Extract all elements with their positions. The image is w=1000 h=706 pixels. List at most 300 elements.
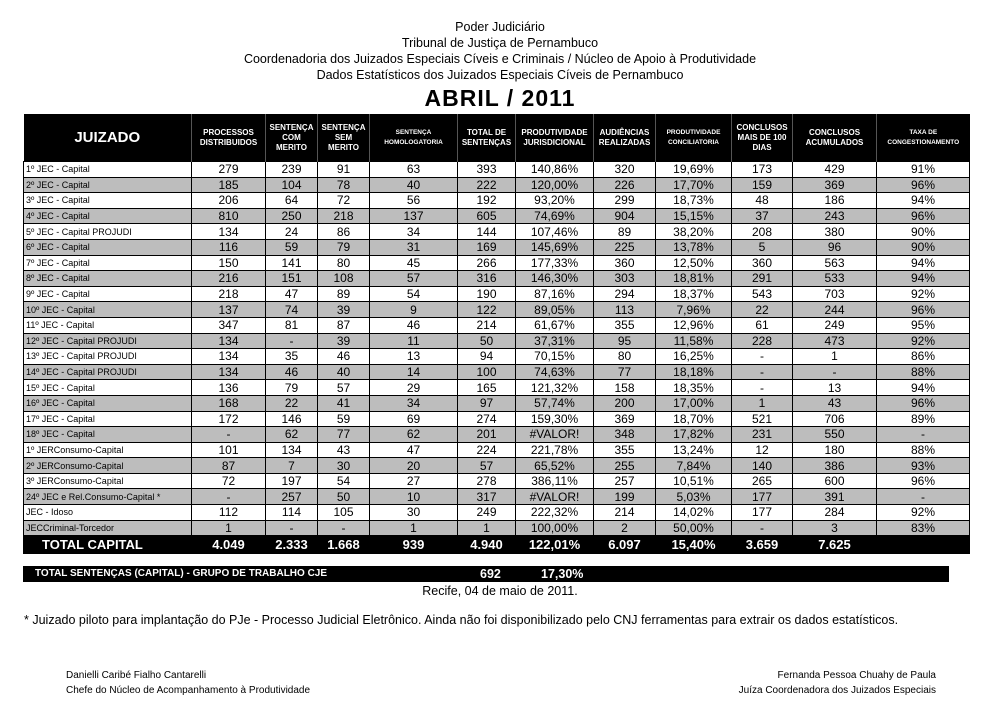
cell-juizado: 17º JEC - Capital xyxy=(24,411,192,427)
cell-taxa: 92% xyxy=(877,505,970,521)
cell-audiencias: 80 xyxy=(594,349,656,365)
table-row xyxy=(24,427,970,443)
table-body xyxy=(24,162,970,554)
cell-taxa: 88% xyxy=(877,442,970,458)
report-date: Recife, 04 de maio de 2011. xyxy=(422,584,578,598)
cell-com-merito: 104 xyxy=(266,177,318,193)
cell-juizado: 18º JEC - Capital xyxy=(24,427,192,443)
cell-prod-conciliatoria: 18,37% xyxy=(656,286,732,302)
cell-prod-jurisdicional: 122,01% xyxy=(516,536,594,554)
cell-taxa: 96% xyxy=(877,302,970,318)
table-row xyxy=(24,520,970,536)
group-total-label: TOTAL SENTENÇAS (CAPITAL) - GRUPO DE TRABALHO CJE xyxy=(35,568,328,579)
col-header-taxa-congestionamento: TAXA DE CONGESTIONAMENTO xyxy=(877,114,970,162)
cell-audiencias: 255 xyxy=(594,458,656,474)
cell-juizado: 13º JEC - Capital PROJUDI xyxy=(24,349,192,365)
table-row xyxy=(24,333,970,349)
cell-prod-conciliatoria: 10,51% xyxy=(656,473,732,489)
cell-homologatoria: 62 xyxy=(370,427,458,443)
cell-sem-merito: 1.668 xyxy=(318,536,370,554)
cell-sem-merito: 91 xyxy=(318,162,370,178)
cell-prod-conciliatoria: 12,50% xyxy=(656,255,732,271)
cell-sem-merito: 57 xyxy=(318,380,370,396)
cell-com-merito: - xyxy=(266,520,318,536)
cell-total-sentencas: 122 xyxy=(458,302,516,318)
cell-prod-conciliatoria: 18,81% xyxy=(656,271,732,287)
cell-com-merito: 47 xyxy=(266,286,318,302)
cell-taxa: - xyxy=(877,489,970,505)
cell-conclusos-acumulados: - xyxy=(793,364,877,380)
cell-com-merito: 64 xyxy=(266,193,318,209)
cell-prod-jurisdicional: 177,33% xyxy=(516,255,594,271)
table-row xyxy=(24,255,970,271)
cell-prod-jurisdicional: 386,11% xyxy=(516,473,594,489)
cell-taxa: 83% xyxy=(877,520,970,536)
cell-conclusos-acumulados: 533 xyxy=(793,271,877,287)
cell-conclusos-acumulados: 563 xyxy=(793,255,877,271)
cell-prod-conciliatoria: 13,78% xyxy=(656,239,732,255)
cell-conclusos-100: 543 xyxy=(732,286,793,302)
table-row xyxy=(24,193,970,209)
cell-com-merito: 239 xyxy=(266,162,318,178)
cell-conclusos-100: 61 xyxy=(732,317,793,333)
col-header-sentenca-sem-merito: SENTENÇA SEM MERITO xyxy=(318,114,370,162)
cell-conclusos-acumulados: 369 xyxy=(793,177,877,193)
cell-homologatoria: 1 xyxy=(370,520,458,536)
report-month-title: ABRIL / 2011 xyxy=(424,85,576,111)
cell-conclusos-100: 208 xyxy=(732,224,793,240)
cell-audiencias: 77 xyxy=(594,364,656,380)
cell-total-sentencas: 192 xyxy=(458,193,516,209)
cell-conclusos-acumulados: 429 xyxy=(793,162,877,178)
cell-homologatoria: 939 xyxy=(370,536,458,554)
cell-conclusos-100: - xyxy=(732,380,793,396)
cell-processos: 87 xyxy=(192,458,266,474)
cell-total-sentencas: 316 xyxy=(458,271,516,287)
cell-prod-conciliatoria: 19,69% xyxy=(656,162,732,178)
cell-com-merito: 2.333 xyxy=(266,536,318,554)
cell-homologatoria: 56 xyxy=(370,193,458,209)
cell-com-merito: 114 xyxy=(266,505,318,521)
table-row xyxy=(24,317,970,333)
cell-total-sentencas: 1 xyxy=(458,520,516,536)
cell-conclusos-100: 48 xyxy=(732,193,793,209)
cell-audiencias: 369 xyxy=(594,411,656,427)
cell-homologatoria: 137 xyxy=(370,208,458,224)
cell-conclusos-acumulados: 180 xyxy=(793,442,877,458)
cell-juizado: 15º JEC - Capital xyxy=(24,380,192,396)
cell-conclusos-100: 22 xyxy=(732,302,793,318)
cell-prod-conciliatoria: 38,20% xyxy=(656,224,732,240)
cell-total-sentencas: 605 xyxy=(458,208,516,224)
col-header-sentenca-com-merito: SENTENÇA COM MERITO xyxy=(266,114,318,162)
cell-juizado: 11º JEC - Capital xyxy=(24,317,192,333)
cell-taxa: 94% xyxy=(877,271,970,287)
signature-right xyxy=(739,668,936,698)
cell-taxa: 93% xyxy=(877,458,970,474)
cell-audiencias: 214 xyxy=(594,505,656,521)
cell-juizado: 2º JEC - Capital xyxy=(24,177,192,193)
cell-juizado: JEC - Idoso xyxy=(24,505,192,521)
cell-conclusos-acumulados: 391 xyxy=(793,489,877,505)
cell-sem-merito: 86 xyxy=(318,224,370,240)
cell-juizado: 3º JERConsumo-Capital xyxy=(24,473,192,489)
cell-juizado: 8º JEC - Capital xyxy=(24,271,192,287)
cell-sem-merito: 39 xyxy=(318,302,370,318)
table-row xyxy=(24,239,970,255)
cell-processos: 116 xyxy=(192,239,266,255)
cell-homologatoria: 34 xyxy=(370,395,458,411)
group-total-percent: 17,30% xyxy=(541,567,584,581)
cell-homologatoria: 14 xyxy=(370,364,458,380)
cell-com-merito: 151 xyxy=(266,271,318,287)
cell-sem-merito: 41 xyxy=(318,395,370,411)
cell-processos: 134 xyxy=(192,224,266,240)
cell-homologatoria: 63 xyxy=(370,162,458,178)
cell-juizado: 14º JEC - Capital PROJUDI xyxy=(24,364,192,380)
cell-taxa: 94% xyxy=(877,255,970,271)
cell-prod-jurisdicional: 221,78% xyxy=(516,442,594,458)
cell-conclusos-acumulados: 249 xyxy=(793,317,877,333)
cell-juizado: 7º JEC - Capital xyxy=(24,255,192,271)
cell-com-merito: - xyxy=(266,333,318,349)
cell-prod-jurisdicional: 89,05% xyxy=(516,302,594,318)
cell-prod-jurisdicional: #VALOR! xyxy=(516,489,594,505)
cell-juizado: 12º JEC - Capital PROJUDI xyxy=(24,333,192,349)
cell-juizado: 6º JEC - Capital xyxy=(24,239,192,255)
group-total-sentences: 692 xyxy=(480,567,501,581)
cell-conclusos-100: - xyxy=(732,364,793,380)
cell-total-sentencas: 201 xyxy=(458,427,516,443)
cell-taxa: - xyxy=(877,427,970,443)
cell-total-sentencas: 214 xyxy=(458,317,516,333)
cell-sem-merito: 72 xyxy=(318,193,370,209)
table-row xyxy=(24,411,970,427)
cell-conclusos-100: 231 xyxy=(732,427,793,443)
cell-sem-merito: 59 xyxy=(318,411,370,427)
cell-sem-merito: 30 xyxy=(318,458,370,474)
cell-conclusos-100: 5 xyxy=(732,239,793,255)
signature-right-name: Fernanda Pessoa Chuahy de Paula xyxy=(777,670,936,681)
cell-prod-conciliatoria: 17,00% xyxy=(656,395,732,411)
group-total-bar xyxy=(23,566,949,582)
cell-conclusos-acumulados: 550 xyxy=(793,427,877,443)
cell-conclusos-100: 159 xyxy=(732,177,793,193)
cell-homologatoria: 31 xyxy=(370,239,458,255)
header-line-1: Poder Judiciário xyxy=(455,20,545,34)
table-row xyxy=(24,395,970,411)
cell-homologatoria: 47 xyxy=(370,442,458,458)
cell-processos: 279 xyxy=(192,162,266,178)
cell-juizado: TOTAL CAPITAL xyxy=(24,536,192,554)
cell-juizado: 16º JEC - Capital xyxy=(24,395,192,411)
cell-juizado: 3º JEC - Capital xyxy=(24,193,192,209)
cell-processos: 168 xyxy=(192,395,266,411)
cell-prod-jurisdicional: 74,69% xyxy=(516,208,594,224)
cell-total-sentencas: 249 xyxy=(458,505,516,521)
cell-processos: 72 xyxy=(192,473,266,489)
cell-taxa: 96% xyxy=(877,208,970,224)
cell-sem-merito: 77 xyxy=(318,427,370,443)
cell-sem-merito: 50 xyxy=(318,489,370,505)
cell-processos: 1 xyxy=(192,520,266,536)
cell-juizado: JECCriminal-Torcedor xyxy=(24,520,192,536)
cell-conclusos-acumulados: 244 xyxy=(793,302,877,318)
cell-prod-jurisdicional: 107,46% xyxy=(516,224,594,240)
cell-conclusos-100: 173 xyxy=(732,162,793,178)
cell-audiencias: 360 xyxy=(594,255,656,271)
cell-prod-conciliatoria: 17,82% xyxy=(656,427,732,443)
cell-processos: 216 xyxy=(192,271,266,287)
cell-processos: 347 xyxy=(192,317,266,333)
cell-total-sentencas: 266 xyxy=(458,255,516,271)
cell-conclusos-acumulados: 600 xyxy=(793,473,877,489)
cell-conclusos-100: 37 xyxy=(732,208,793,224)
cell-audiencias: 158 xyxy=(594,380,656,396)
col-header-audiencias: AUDIÊNCIAS REALIZADAS xyxy=(594,114,656,162)
cell-audiencias: 199 xyxy=(594,489,656,505)
cell-prod-jurisdicional: 57,74% xyxy=(516,395,594,411)
cell-processos: 134 xyxy=(192,333,266,349)
cell-total-sentencas: 50 xyxy=(458,333,516,349)
cell-processos: 206 xyxy=(192,193,266,209)
cell-prod-jurisdicional: 145,69% xyxy=(516,239,594,255)
cell-taxa: 90% xyxy=(877,239,970,255)
cell-sem-merito: 105 xyxy=(318,505,370,521)
cell-com-merito: 7 xyxy=(266,458,318,474)
cell-conclusos-acumulados: 43 xyxy=(793,395,877,411)
cell-total-sentencas: 94 xyxy=(458,349,516,365)
col-header-produtividade-jurisdicional: PRODUTIVIDADE JURISDICIONAL xyxy=(516,114,594,162)
cell-homologatoria: 11 xyxy=(370,333,458,349)
cell-homologatoria: 30 xyxy=(370,505,458,521)
cell-homologatoria: 57 xyxy=(370,271,458,287)
cell-audiencias: 225 xyxy=(594,239,656,255)
col-header-juizado: JUIZADO xyxy=(24,114,192,162)
cell-sem-merito: 80 xyxy=(318,255,370,271)
cell-processos: 134 xyxy=(192,364,266,380)
cell-audiencias: 299 xyxy=(594,193,656,209)
cell-prod-jurisdicional: 93,20% xyxy=(516,193,594,209)
cell-conclusos-100: - xyxy=(732,520,793,536)
cell-taxa: 92% xyxy=(877,333,970,349)
cell-conclusos-acumulados: 703 xyxy=(793,286,877,302)
cell-conclusos-100: 360 xyxy=(732,255,793,271)
cell-prod-conciliatoria: 17,70% xyxy=(656,177,732,193)
cell-sem-merito: 108 xyxy=(318,271,370,287)
cell-processos: 4.049 xyxy=(192,536,266,554)
cell-com-merito: 146 xyxy=(266,411,318,427)
cell-homologatoria: 27 xyxy=(370,473,458,489)
cell-com-merito: 62 xyxy=(266,427,318,443)
cell-total-sentencas: 169 xyxy=(458,239,516,255)
cell-prod-jurisdicional: 146,30% xyxy=(516,271,594,287)
cell-homologatoria: 46 xyxy=(370,317,458,333)
cell-conclusos-acumulados: 243 xyxy=(793,208,877,224)
cell-conclusos-100: 228 xyxy=(732,333,793,349)
cell-processos: 218 xyxy=(192,286,266,302)
cell-audiencias: 904 xyxy=(594,208,656,224)
cell-total-sentencas: 4.940 xyxy=(458,536,516,554)
cell-audiencias: 2 xyxy=(594,520,656,536)
cell-homologatoria: 9 xyxy=(370,302,458,318)
cell-homologatoria: 34 xyxy=(370,224,458,240)
cell-total-sentencas: 222 xyxy=(458,177,516,193)
cell-prod-conciliatoria: 15,15% xyxy=(656,208,732,224)
cell-taxa: 89% xyxy=(877,411,970,427)
cell-conclusos-acumulados: 186 xyxy=(793,193,877,209)
cell-juizado: 4º JEC - Capital xyxy=(24,208,192,224)
cell-conclusos-acumulados: 473 xyxy=(793,333,877,349)
cell-homologatoria: 69 xyxy=(370,411,458,427)
cell-prod-jurisdicional: 121,32% xyxy=(516,380,594,396)
cell-audiencias: 6.097 xyxy=(594,536,656,554)
cell-conclusos-100: 265 xyxy=(732,473,793,489)
total-row xyxy=(24,536,970,554)
cell-conclusos-100: 177 xyxy=(732,505,793,521)
table-row xyxy=(24,302,970,318)
footnote: * Juizado piloto para implantação do PJe - Processo Judicial Eletrônico. Ainda não foi disponibilizado pelo CNJ ferramentas para extrair os dados estatísticos. xyxy=(24,613,899,627)
cell-prod-jurisdicional: 61,67% xyxy=(516,317,594,333)
cell-prod-jurisdicional: 87,16% xyxy=(516,286,594,302)
cell-taxa xyxy=(877,536,970,554)
cell-homologatoria: 45 xyxy=(370,255,458,271)
cell-processos: 810 xyxy=(192,208,266,224)
table-row xyxy=(24,505,970,521)
cell-processos: 101 xyxy=(192,442,266,458)
cell-conclusos-100: 3.659 xyxy=(732,536,793,554)
cell-audiencias: 355 xyxy=(594,442,656,458)
cell-processos: 112 xyxy=(192,505,266,521)
table-row xyxy=(24,208,970,224)
cell-processos: 137 xyxy=(192,302,266,318)
cell-sem-merito: 40 xyxy=(318,364,370,380)
cell-conclusos-100: 177 xyxy=(732,489,793,505)
cell-prod-jurisdicional: 159,30% xyxy=(516,411,594,427)
table-row xyxy=(24,458,970,474)
cell-total-sentencas: 190 xyxy=(458,286,516,302)
cell-audiencias: 200 xyxy=(594,395,656,411)
cell-prod-conciliatoria: 7,96% xyxy=(656,302,732,318)
cell-juizado: 1º JERConsumo-Capital xyxy=(24,442,192,458)
cell-prod-conciliatoria: 18,18% xyxy=(656,364,732,380)
cell-com-merito: 79 xyxy=(266,380,318,396)
cell-conclusos-acumulados: 96 xyxy=(793,239,877,255)
cell-conclusos-acumulados: 13 xyxy=(793,380,877,396)
cell-prod-conciliatoria: 18,70% xyxy=(656,411,732,427)
cell-juizado: 24º JEC e Rel.Consumo-Capital * xyxy=(24,489,192,505)
signature-left-title: Chefe do Núcleo de Acompanhamento à Produtividade xyxy=(66,685,311,696)
col-header-homologatoria: SENTENÇA HOMOLOGATORIA xyxy=(370,114,458,162)
cell-total-sentencas: 393 xyxy=(458,162,516,178)
header-line-2: Tribunal de Justiça de Pernambuco xyxy=(401,36,599,50)
cell-audiencias: 303 xyxy=(594,271,656,287)
cell-total-sentencas: 274 xyxy=(458,411,516,427)
cell-juizado: 2º JERConsumo-Capital xyxy=(24,458,192,474)
statistics-table xyxy=(23,114,970,554)
cell-taxa: 96% xyxy=(877,177,970,193)
cell-prod-conciliatoria: 14,02% xyxy=(656,505,732,521)
cell-com-merito: 134 xyxy=(266,442,318,458)
cell-sem-merito: 39 xyxy=(318,333,370,349)
table-row xyxy=(24,286,970,302)
cell-prod-jurisdicional: 100,00% xyxy=(516,520,594,536)
cell-sem-merito: 78 xyxy=(318,177,370,193)
cell-prod-jurisdicional: 222,32% xyxy=(516,505,594,521)
cell-sem-merito: 43 xyxy=(318,442,370,458)
cell-total-sentencas: 224 xyxy=(458,442,516,458)
cell-sem-merito: 79 xyxy=(318,239,370,255)
cell-com-merito: 74 xyxy=(266,302,318,318)
table-row xyxy=(24,380,970,396)
col-header-total-sentencas: TOTAL DE SENTENÇAS xyxy=(458,114,516,162)
col-header-conclusos-100-dias: CONCLUSOS MAIS DE 100 DIAS xyxy=(732,114,793,162)
cell-total-sentencas: 100 xyxy=(458,364,516,380)
cell-total-sentencas: 317 xyxy=(458,489,516,505)
table-row xyxy=(24,349,970,365)
table-row xyxy=(24,442,970,458)
cell-com-merito: 24 xyxy=(266,224,318,240)
table-row xyxy=(24,473,970,489)
cell-taxa: 92% xyxy=(877,286,970,302)
cell-com-merito: 81 xyxy=(266,317,318,333)
cell-conclusos-acumulados: 7.625 xyxy=(793,536,877,554)
signature-right-title: Juíza Coordenadora dos Juizados Especiais xyxy=(738,685,936,696)
cell-taxa: 88% xyxy=(877,364,970,380)
cell-prod-conciliatoria: 15,40% xyxy=(656,536,732,554)
cell-prod-conciliatoria: 50,00% xyxy=(656,520,732,536)
cell-total-sentencas: 97 xyxy=(458,395,516,411)
cell-prod-conciliatoria: 18,73% xyxy=(656,193,732,209)
cell-prod-jurisdicional: 120,00% xyxy=(516,177,594,193)
cell-processos: 136 xyxy=(192,380,266,396)
cell-conclusos-acumulados: 284 xyxy=(793,505,877,521)
table-row xyxy=(24,177,970,193)
cell-homologatoria: 40 xyxy=(370,177,458,193)
col-header-processos: PROCESSOS DISTRIBUIDOS xyxy=(192,114,266,162)
cell-sem-merito: 218 xyxy=(318,208,370,224)
cell-conclusos-100: 140 xyxy=(732,458,793,474)
signature-left xyxy=(66,668,310,698)
cell-prod-jurisdicional: 65,52% xyxy=(516,458,594,474)
cell-taxa: 94% xyxy=(877,380,970,396)
cell-conclusos-100: 12 xyxy=(732,442,793,458)
cell-audiencias: 95 xyxy=(594,333,656,349)
cell-processos: 172 xyxy=(192,411,266,427)
cell-conclusos-100: - xyxy=(732,349,793,365)
cell-homologatoria: 54 xyxy=(370,286,458,302)
cell-conclusos-acumulados: 3 xyxy=(793,520,877,536)
cell-prod-conciliatoria: 5,03% xyxy=(656,489,732,505)
cell-homologatoria: 20 xyxy=(370,458,458,474)
cell-prod-jurisdicional: 70,15% xyxy=(516,349,594,365)
cell-audiencias: 320 xyxy=(594,162,656,178)
signature-left-name: Danielli Caribé Fialho Cantarelli xyxy=(66,670,207,681)
cell-conclusos-100: 291 xyxy=(732,271,793,287)
cell-prod-conciliatoria: 7,84% xyxy=(656,458,732,474)
cell-juizado: 9º JEC - Capital xyxy=(24,286,192,302)
cell-audiencias: 226 xyxy=(594,177,656,193)
cell-conclusos-acumulados: 706 xyxy=(793,411,877,427)
cell-audiencias: 89 xyxy=(594,224,656,240)
cell-conclusos-acumulados: 386 xyxy=(793,458,877,474)
table-row xyxy=(24,271,970,287)
cell-juizado: 5º JEC - Capital PROJUDI xyxy=(24,224,192,240)
cell-com-merito: 22 xyxy=(266,395,318,411)
cell-audiencias: 257 xyxy=(594,473,656,489)
cell-conclusos-100: 521 xyxy=(732,411,793,427)
cell-taxa: 86% xyxy=(877,349,970,365)
